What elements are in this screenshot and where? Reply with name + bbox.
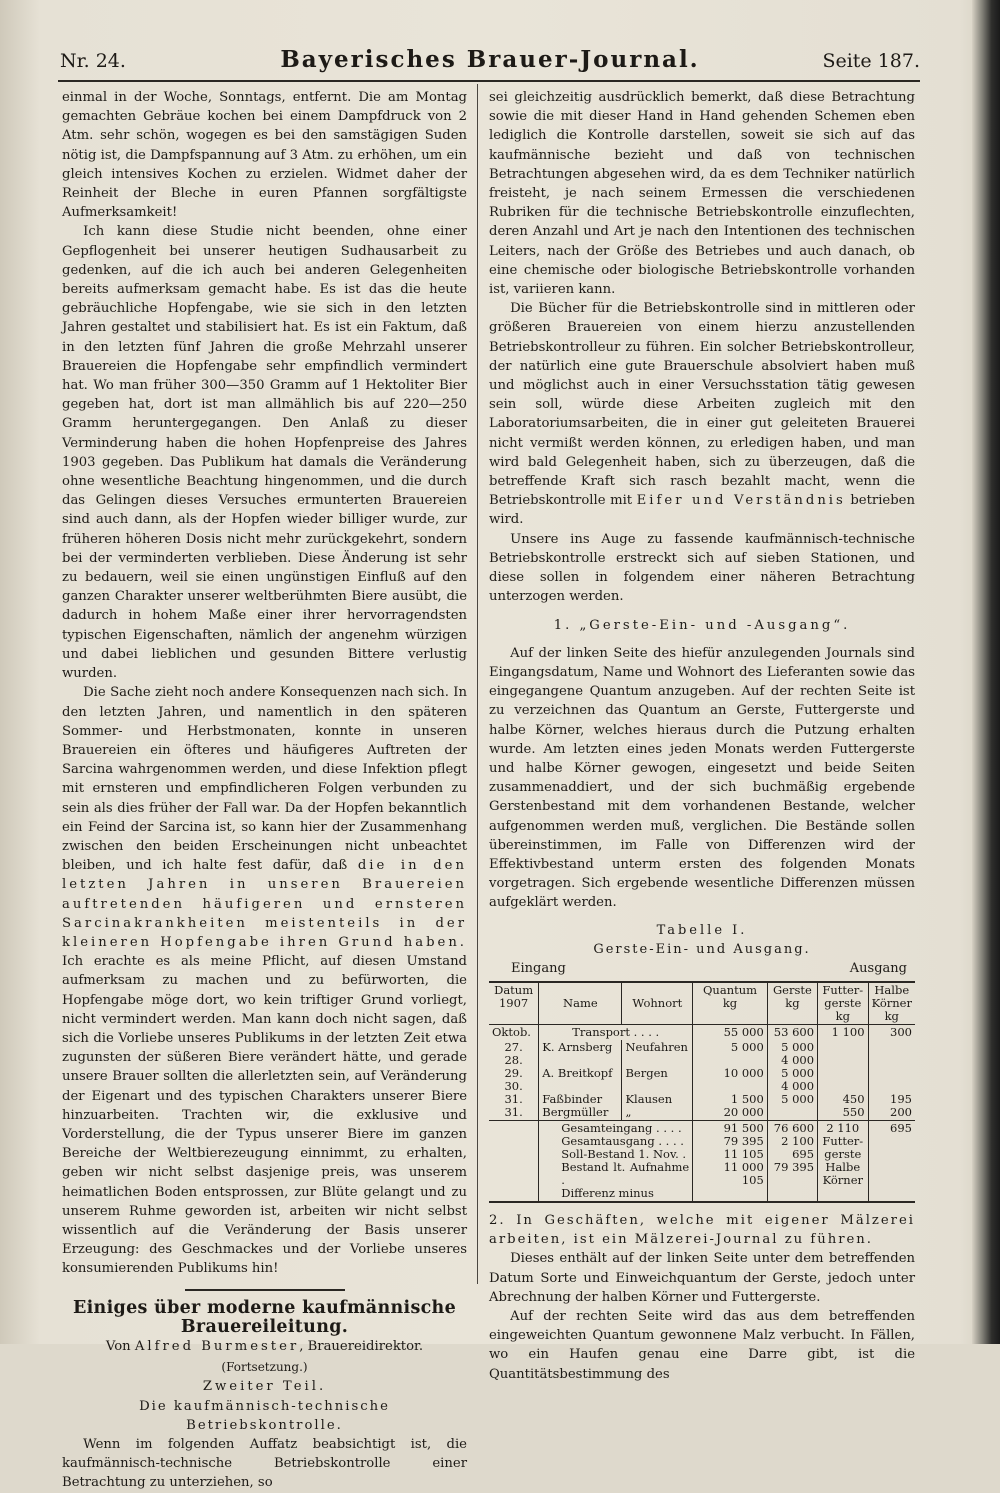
paragraph: Unsere ins Auge zu fassende kaufmännisch-technische Betriebskontrolle erstreckt sich auf sieben Stationen, und diese sollen in folgendem einer näheren Betrachtung unterzogen werden. (489, 531, 915, 605)
ausgang-label: Ausgang (849, 960, 907, 976)
paragraph: Ich kann diese Studie nicht beenden, ohne einer Gepflogenheit bei unserer heutigen Sudhausarbeit zu gedenken, auf die ich auch bei anderen Gelegenheiten bereits aufmerksam gemacht habe. Es ist das die heute gebräuchliche Hopfengabe, wie sie sich in den letzten Jahren gestaltet und stabilisiert hat. Es ist ein Faktum, daß in den letzten fünf Jahren die große Mehrzahl unserer Brauereien die Hopfengabe sehr empfindlich vermindert hat. Wo man früher 300—350 Gramm auf 1 Hektoliter Bier gegeben hat, dort ist man allmählich bis auf 220—250 Gramm heruntergegangen. Den Anlaß zu dieser Verminderung haben die hohen Hopfenpreise des Jahres 1903 gegeben. Das Publikum hat damals die Veränderung ohne wesentliche Beachtung hingenommen, und die durch das Gelingen dieses Versuches ermunterten Brauereien sind auch dann, als der Hopfen wieder billiger wurde, zur früheren höheren Dosis nicht mehr zurückgekehrt, sondern bei der verminderten verblieben. Diese Änderung ist sehr zu bedauern, weil sie einen ungünstigen Einfluß auf den ganzen Charakter unserer weltberühmten Biere ausübt, die dadurch in hohem Maße einer ihrer hervorragendsten typischen Eigenschaften, nämlich der angenehm würzigen und dabei lieblichen und gesunden Bittere verlustig wurden. (62, 224, 467, 682)
subsection-heading: 1. „Gerste-Ein- und -Ausgang“. (553, 618, 851, 634)
table-header-row (489, 982, 915, 1025)
cell: Transport . . . . (539, 1024, 693, 1040)
summary-futter: 2 110 Futter- gerste Halbe Körner (818, 1120, 869, 1202)
summary-halbe: 695 (868, 1120, 915, 1202)
paragraph: einmal in der Woche, Sonntags, entfernt. Die am Montag gemachten Gebräue kochen bei einem Dampfdruck von 2 Atm. sehr schön, wogegen es bei den samstägigen Suden nötig ist, die Dampfspannung auf 3 Atm. zu erhöhen, um ein gleich intensives Kochen zu erzielen. Widmet daher der Reinheit der Bleche in euren Pfannen sorgfältigste Aufmerksamkeit! (62, 90, 467, 221)
paragraph-text: Die Sache zieht noch andere Konsequenzen nach sich. In den letzten Jahren, und namentlich in den späteren Sommer- und Herbstmonaten, konnte in unseren Brauereien ein öfteres und häufigeres Auftreten der Sarcina wahrgenommen werden, und diese Infektion pflegt mit ernsteren und empfindlicheren Folgen verbunden zu sein als dies früher der Fall war. Da der Hopfen bekanntlich ein Feind der Sarcina ist, so kann hier der Zusammenhang zwischen den beiden Erscheinungen nicht unbeachtet bleiben, und ich halte fest dafür, daß (62, 685, 467, 874)
byline-prefix: Von (105, 1339, 131, 1354)
scan-edge-shadow (972, 0, 1000, 1344)
col-header-halbe-koerner: Halbe Körner kg (868, 982, 915, 1025)
cell: Neufahren Bergen Klausen „ (622, 1040, 693, 1121)
col-header-futtergerste: Futter- gerste kg (818, 982, 869, 1025)
byline (62, 1337, 467, 1356)
cell: 195 200 (868, 1040, 915, 1121)
cell: 55 000 (693, 1024, 768, 1040)
section-heading: Die kaufmännisch-technische Betriebskontrolle. (139, 1398, 390, 1433)
cell: 300 (868, 1024, 915, 1040)
paragraph: Auf der linken Seite des hiefür anzulegenden Journals sind Eingangsdatum, Name und Wohnort des Lieferanten sowie das eingegangene Quantum anzugeben. Auf der rechten Seite ist zu verzeichnen das Quantum an Gerste, Futtergerste und halbe Körner, welches hieraus durch die Putzung erhalten wurde. Am letzten eines jeden Monats werden Futtergerste und halbe Körner gewogen, eingesetzt und beide Seiten zusammenaddiert, und der sich buchmäßig ergebende Gerstenbestand mit dem vorhandenen Bestande, welcher aufgenommen werden muß, verglichen. Die Bestände sollen übereinstimmen, im Falle von Differenzen wird der Effektivbestand unterm ersten des folgenden Monats vorgetragen. Sich ergebende wesentliche Differenzen müssen aufgeklärt werden. (489, 645, 915, 911)
col-header-wohnort: Wohnort (622, 982, 693, 1025)
author-role: , Brauereidirektor. (299, 1339, 424, 1354)
cell: 53 600 (767, 1024, 817, 1040)
continued-note: (Fortsetzung.) (221, 1360, 308, 1375)
paragraph-text: Ich erachte es als meine Pflicht, auf diesen Umstand aufmerksam zu machen und zu befürworten, die Hopfengabe möge dort, wo kein triftiger Grund vorliegt, nicht vermindert werden. Man kann doch nicht sagen, daß sich die Vorliebe unseres Publikums in der letzten Zeit etwa zugunsten der süßeren Biere verändert hätte, und gerade unsere Brauer sollten die allerletzten sein, auf Veränderung der Eigenart und des typischen Charakters unserer Biere hinzuarbeiten. Trachten wir, die exklusive und Vorderstellung, die der Typus unserer Biere im ganzen Bereiche der Weltbierezeugung einnimmt, zu erhalten, geben wir nicht selbst dasjenige preis, was unserem heimatlichen Boden entsprossen, zur Blüte gelangt und zu unserem Ruhme geworden ist, arbeiten wir nicht selbst wissentlich auf die Veränderung der Basis unserer Erzeugung: des Geschmackes und der Vorliebe unseres konsumierenden Publikums hin! (62, 954, 467, 1277)
author-name: Alfred Burmester (134, 1339, 300, 1354)
table-side-labels (489, 959, 915, 979)
cell: K. Arnsberg A. Breitkopf Faßbinder Bergmüller (539, 1040, 622, 1121)
left-column (62, 88, 467, 1493)
paragraph-text: betrieben wird. (489, 493, 915, 528)
page-number: Seite 187. (822, 50, 920, 72)
part-heading: Zweiter Teil. (202, 1379, 327, 1395)
paragraph: Auf der rechten Seite wird das aus dem betreffenden eingeweichten Quantum gewonnene Malz verbucht. In Fällen, wo ein Haufen genau eine Darre gibt, ist die Quantitätsbestimmung des (489, 1308, 915, 1382)
paragraph: Dieses enthält auf der linken Seite unter dem betreffenden Datum Sorte und Einweichquantum der Gerste, jedoch unter Abrechnung der halben Körner und Futtergerste. (489, 1251, 915, 1305)
col-header-gerste: Gerste kg (767, 982, 817, 1025)
cell: 1 100 (818, 1024, 869, 1040)
col-header-quantum: Quantum kg (693, 982, 768, 1025)
cell: 5 000 10 000 1 500 20 000 (693, 1040, 768, 1121)
col-header-name: Name (539, 982, 622, 1025)
page-header (60, 44, 920, 76)
paragraph: Wenn im folgenden Auffatz beabsichtigt ist, die kaufmännisch-technische Betriebskontrolle einer Betrachtung zu unterziehen, so (62, 1437, 467, 1491)
issue-number: Nr. 24. (60, 50, 126, 72)
paragraph (62, 683, 467, 1278)
table-subtitle: Gerste-Ein- und Ausgang. (593, 941, 811, 957)
barley-table (489, 981, 915, 1203)
summary-quantum: 91 500 79 395 11 105 11 000 105 (693, 1120, 768, 1202)
paragraph: sei gleichzeitig ausdrücklich bemerkt, daß diese Betrachtung sowie die mit dieser Hand in Hand gehenden Schemen eben lediglich die Kontrolle darstellen, soweit sie sich auf das kaufmännische bezieht und daß von technischen Betrachtungen abgesehen wird, da es dem Techniker natürlich freisteht, je nach seinem Ermessen die verschiedenen Rubriken für die technische Betriebskontrolle einzuflechten, deren Anzahl und Art je nach den Intentionen des technischen Leiters, nach der Größe des Betriebes und auch danach, ob eine chemische oder biologische Betriebskontrolle vorhanden ist, variieren kann. (489, 90, 915, 298)
article-divider (185, 1289, 345, 1291)
header-rule (58, 80, 920, 82)
table-title: Tabelle I. (656, 922, 748, 938)
cell: 450 550 (818, 1040, 869, 1121)
paragraph-text: Die Bücher für die Betriebskontrolle sind in mittleren oder größeren Brauereien von einem hierzu anzustellenden Betriebskontrolleur zu führen. Ein solcher Betriebskontrolleur, der natürlich eine gute Brauerschule absolviert haben muß und möglichst auch in einer Versuchsstation tätig gewesen sein soll, würde diese Arbeiten zugleich mit den Laboratoriumsarbeiten, die in einer gut geleiteten Brauerei nicht vermißt werden können, zu erledigen haben, und man wird bald Gelegenheit haben, sich zu überzeugen, daß die betreffende Kraft sich rasch bezahlt macht, wenn die Betriebskontrolle mit (489, 301, 915, 509)
eingang-label: Eingang (511, 960, 566, 976)
right-column (489, 88, 915, 1384)
paragraph (489, 299, 915, 529)
col-header-datum: Datum 1907 (489, 982, 539, 1025)
table-summary-row (489, 1120, 915, 1202)
emphasized-text: die in den letzten Jahren in unseren Brauereien auftretenden häufigeren und ernsteren Sarcinakrankheiten meistenteils in der kleineren Hopfengabe ihren Grund haben. (62, 858, 467, 950)
cell: 5 000 4 000 5 000 4 000 5 000 (767, 1040, 817, 1121)
cell: 27. 28. 29. 30. 31. 31. (504, 1039, 523, 1119)
journal-title: Bayerisches Brauer-Journal. (280, 46, 700, 73)
emphasized-text: Eifer und Verständnis (636, 493, 846, 509)
cell: Oktob. (492, 1024, 531, 1039)
summary-labels: Gesamteingang . . . . Gesamtausgang . . . . Soll-Bestand 1. Nov. . Bestand lt. Aufnahme . Differenz minus (539, 1120, 693, 1202)
cell (489, 1120, 539, 1202)
subsection-heading: 2. In Geschäften, welche mit eigener Mälzerei arbeiten, ist ein Mälzerei-Journal zu führen. (489, 1212, 915, 1248)
summary-gerste: 76 600 2 100 695 79 395 (767, 1120, 817, 1202)
table-row (489, 1040, 915, 1121)
column-rule (477, 84, 478, 1284)
article-title: Einiges über moderne kaufmännische Brauereileitung. (72, 1297, 457, 1337)
table-row (489, 1024, 915, 1040)
